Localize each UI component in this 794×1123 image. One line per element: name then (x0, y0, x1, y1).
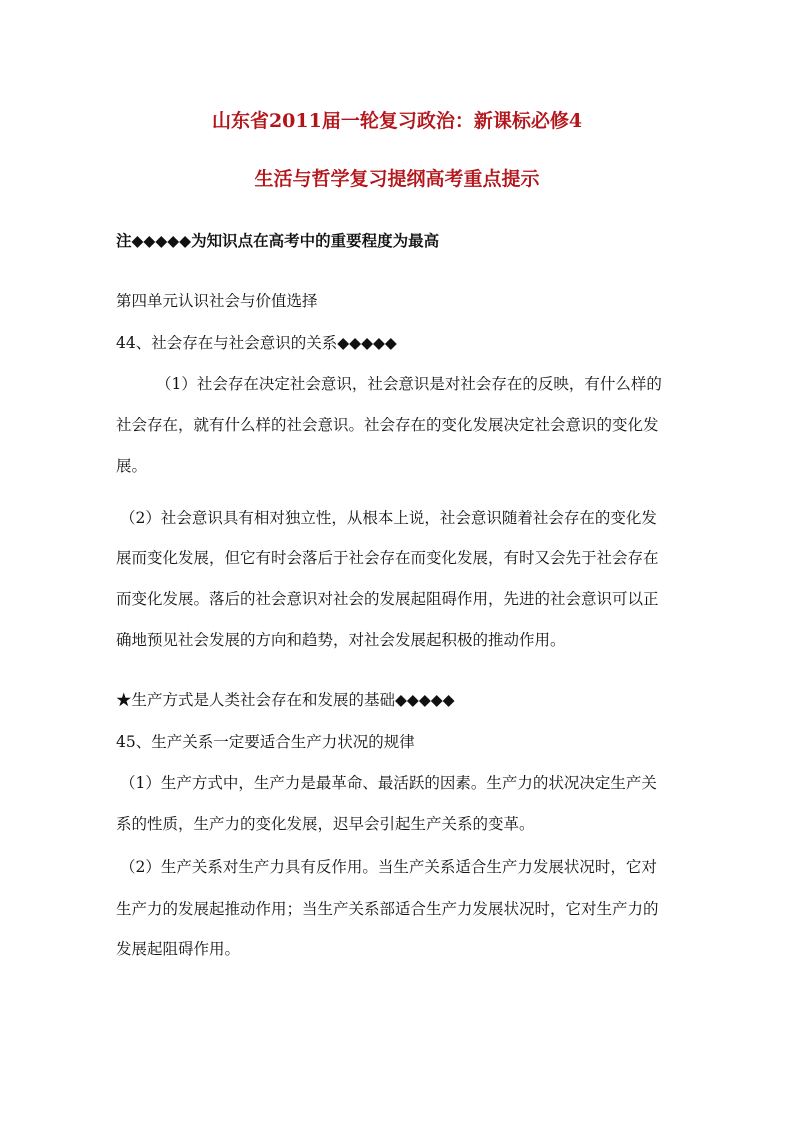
section-45-heading: 45、生产关系一定要适合生产力状况的规律 (116, 733, 415, 751)
section-45-p2-line2: 生产力的发展起推动作用；当生产关系部适合生产力发展状况时，它对生产力的 (116, 900, 659, 918)
section-45-p2-line3: 发展起阻碍作用。 (116, 940, 241, 958)
section-44-p2-line1: （2）社会意识具有相对独立性，从根本上说，社会意识随着社会存在的变化发 (120, 509, 657, 527)
section-44-p2-line2: 展而变化发展，但它有时会落后于社会存在而变化发展，有时又会先于社会存在 (116, 549, 659, 567)
section-44-p2-line3: 而变化发展。落后的社会意识对社会的发展起阻碍作用，先进的社会意识可以正 (116, 590, 659, 608)
section-44-p1-line3: 展。 (116, 457, 148, 475)
section-44-p1-line2: 社会存在，就有什么样的社会意识。社会存在的变化发展决定社会意识的变化发 (116, 416, 659, 434)
section-45-p1-line2: 系的性质，生产力的变化发展，迟早会引起生产关系的变革。 (116, 815, 535, 833)
document-title: 山东省2011届一轮复习政治：新课标必修4 (211, 110, 583, 132)
section-45-p2-line1: （2）生产关系对生产力具有反作用。当生产关系适合生产力发展状况时，它对 (120, 858, 657, 876)
section-44-p1-line1: （1）社会存在决定社会意识，社会意识是对社会存在的反映，有什么样的 (156, 375, 662, 393)
star-line: ★生产方式是人类社会存在和发展的基础◆◆◆◆◆ (116, 691, 455, 709)
note-text: 注◆◆◆◆◆为知识点在高考中的重要程度为最高 (116, 231, 440, 250)
section-44-p2-line4: 确地预见社会发展的方向和趋势，对社会发展起积极的推动作用。 (116, 631, 566, 649)
section-44-heading: 44、社会存在与社会意识的关系◆◆◆◆◆ (116, 334, 397, 352)
document-subtitle: 生活与哲学复习提纲高考重点提示 (254, 168, 540, 190)
unit-heading: 第四单元认识社会与价值选择 (116, 292, 318, 310)
section-45-p1-line1: （1）生产方式中，生产力是最革命、最活跃的因素。生产力的状况决定生产关 (120, 774, 657, 792)
